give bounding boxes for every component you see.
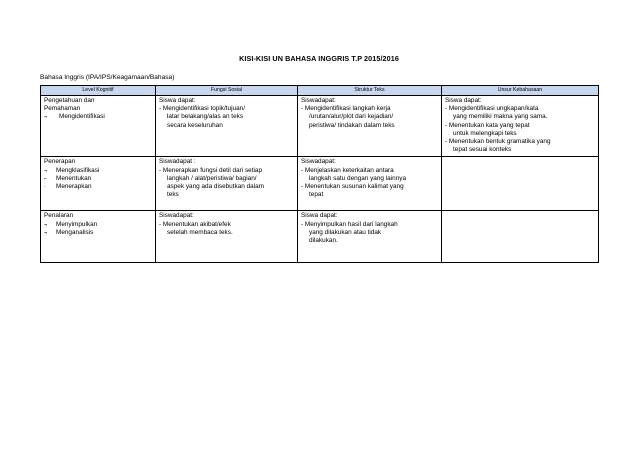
bullet-icon: ¬	[44, 167, 48, 174]
level-item-label: Menganalisis	[56, 228, 94, 236]
level-item	[44, 229, 152, 237]
level-item-label: Menerapkan	[56, 183, 92, 191]
cell-line: langkah satu dengan yang lainnya	[309, 174, 407, 182]
cell-line: Siswadapat :	[159, 158, 196, 166]
cell-struktur-teks	[298, 157, 442, 211]
cell-line: - Menentukan bentuk gramatika yang	[445, 138, 551, 146]
level-item	[44, 175, 152, 183]
header-struktur-teks: Struktur Teks	[298, 86, 442, 96]
page-subtitle: Bahasa Inggris (IPA/IPS/Keagamaan/Bahasa)	[40, 74, 175, 81]
bullet-icon: ·	[44, 184, 46, 191]
header-level-kognitif: Level Kognitif	[41, 86, 156, 96]
level-heading: Pengetahuan dan	[44, 97, 95, 104]
level-item-label: Mengidentifikasi	[59, 113, 105, 121]
cell-line: aspek yang ada disebutkan dalam	[167, 183, 264, 191]
cell-level-kognitif	[41, 211, 156, 263]
cell-level-kognitif	[41, 96, 156, 157]
table-row	[41, 96, 599, 157]
cell-line: setelah membaca teks.	[167, 228, 233, 236]
level-heading: Pemahaman	[44, 105, 81, 113]
cell-level-kognitif	[41, 157, 156, 211]
cell-line: Siswa dapat:	[301, 212, 338, 220]
cell-line: - Menjelaskan keterkaitan antara	[301, 166, 394, 174]
level-item-label: Menyimpulkan	[56, 220, 98, 228]
cell-line: latar belakang/alas an teks	[167, 113, 244, 121]
cell-line: - Menerapkan fungsi detil dari setiap	[159, 166, 263, 174]
cell-line: Siswadapat:	[159, 212, 194, 220]
cell-line: langkah / alat/peristiwa/ bagian/	[167, 174, 257, 182]
cell-fungsi-sosial	[156, 96, 298, 157]
cell-line: dilakukan.	[309, 237, 338, 245]
cell-line: Siswa dapat:	[159, 97, 196, 104]
level-heading: Penerapan	[44, 158, 76, 166]
cell-line: /urutan/alur/plot dari kejadian/	[309, 113, 394, 121]
cell-fungsi-sosial	[156, 211, 298, 263]
table-row	[41, 211, 599, 263]
cell-line: peristiwa/ tindakan dalam teks	[309, 121, 395, 129]
bullet-icon: ¬	[44, 114, 48, 121]
level-item-label: Menentukan	[56, 174, 92, 182]
level-item	[44, 113, 152, 121]
level-heading: Penalaran	[44, 212, 74, 220]
header-fungsi-sosial: Fungsi Sosial	[156, 86, 298, 96]
cell-line: - Menentukan akibat/efek	[159, 220, 231, 228]
cell-fungsi-sosial	[156, 157, 298, 211]
cell-line: yang memiliki makna yang sama.	[453, 113, 548, 121]
level-item	[44, 221, 152, 229]
bullet-icon: ⌐	[44, 175, 48, 182]
level-item-label: Mengklasifikasi	[56, 166, 100, 174]
cell-unsur-kebahasaan	[442, 211, 599, 263]
cell-line: Siswadapat:	[301, 97, 336, 104]
cell-line: - Menyimpulkan hasil dari langkah	[301, 220, 398, 228]
cell-line: Siswadapat:	[301, 158, 336, 166]
cell-line: secara keseluruhan	[167, 121, 223, 129]
cell-line: yang dilakukan atau tidak	[309, 228, 382, 236]
cell-line: - Menentukan kata yang tepat	[445, 121, 530, 129]
header-unsur-kebahasaan: Unsur Kebahasaan	[442, 86, 599, 96]
table-row	[41, 157, 599, 211]
cell-line: tepat sesuai konteks	[453, 146, 512, 154]
cell-line: - Menentukan susunan kalimat yang	[301, 183, 404, 191]
level-item	[44, 183, 152, 191]
page-title: KISI-KISI UN BAHASA INGGRIS T.P 2015/2016	[239, 54, 399, 63]
bullet-icon: ¬	[44, 229, 48, 236]
bullet-icon: ¬	[44, 221, 48, 228]
cell-struktur-teks	[298, 211, 442, 263]
cell-line: - Mengidentifikasi langkah kerja	[301, 105, 391, 113]
table-header-row	[41, 86, 599, 96]
cell-struktur-teks	[298, 96, 442, 157]
cell-line: untuk melengkapi teks	[453, 129, 517, 137]
cell-line: - Mengidentifikasi topik/tujuan/	[159, 105, 245, 113]
kisi-kisi-table	[40, 85, 599, 263]
cell-line: - Mengidentifikasi ungkapan/kata	[445, 105, 539, 113]
level-item	[44, 167, 152, 175]
cell-line: teks	[167, 191, 179, 199]
cell-line: tepat	[309, 191, 324, 199]
cell-unsur-kebahasaan	[442, 96, 599, 157]
cell-line: Siswa dapat:	[445, 97, 482, 104]
cell-unsur-kebahasaan	[442, 157, 599, 211]
